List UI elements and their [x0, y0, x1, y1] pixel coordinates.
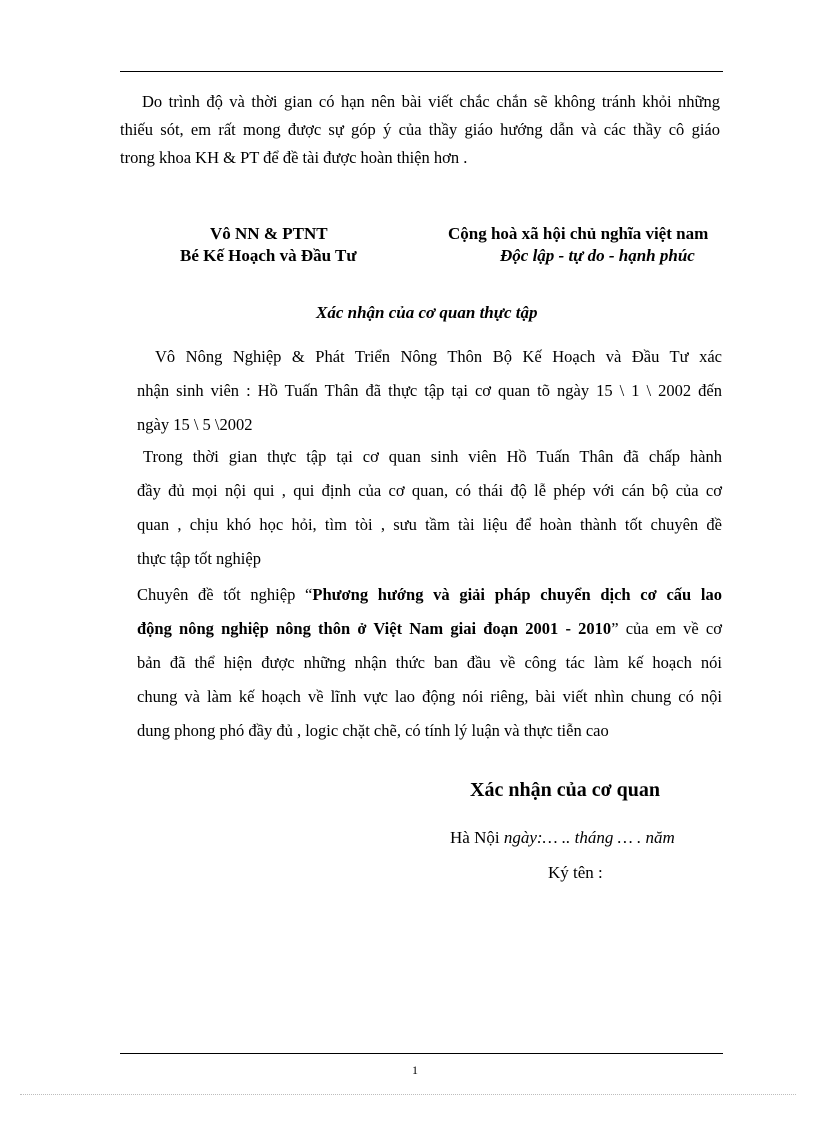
- confirmation-paragraph: [137, 340, 722, 442]
- topic-suffix: ” của em về cơ: [611, 619, 722, 638]
- page-edge-dotted-line: [20, 1094, 796, 1095]
- intro-line: thiếu sót, em rất mong được sự góp ý của thầy giáo hướng dẫn và các thầy cô giáo: [120, 120, 720, 139]
- topic-line: bản đã thể hiện được những nhận thức ban đầu về công tác làm kế hoạch nói: [137, 653, 722, 672]
- conduct-paragraph: [137, 440, 722, 576]
- intro-paragraph: [120, 88, 720, 172]
- national-motto: Độc lập - tự do - hạnh phúc: [500, 246, 695, 265]
- date-line: [450, 828, 675, 848]
- body-line: nhận sinh viên : Hồ Tuấn Thân đã thực tập tại cơ quan tõ ngày 15 \ 1 \ 2002 đến: [137, 381, 722, 400]
- bottom-rule: [120, 1053, 723, 1054]
- agency-confirmation-title: Xác nhận của cơ quan: [470, 779, 661, 801]
- conduct-line: đầy đủ mọi nội qui , qui định của cơ quan, có thái độ lễ phép với cán bộ của cơ: [137, 481, 722, 500]
- date-placeholder: ngày:… .. tháng … . năm: [503, 828, 675, 847]
- conduct-line: quan , chịu khó học hỏi, tìm tòi , sưu tầm tài liệu để hoàn thành tốt chuyên đề: [137, 515, 722, 534]
- topic-paragraph: [137, 578, 722, 748]
- page-number: 1: [412, 1063, 418, 1077]
- body-line: Vô Nông Nghiệp & Phát Triển Nông Thôn Bộ Kế Hoạch và Đầu Tư xác: [155, 347, 722, 366]
- confirmation-title: Xác nhận của cơ quan thực tập: [316, 303, 538, 322]
- intro-line: trong khoa KH & PT để đề tài được hoàn thiện hơn .: [120, 148, 468, 167]
- topic-line: dung phong phó đầy đủ , logic chặt chẽ, có tính lý luận và thực tiễn cao: [137, 721, 609, 740]
- signature-label: Ký tên :: [548, 863, 603, 882]
- intro-line: Do trình độ và thời gian có hạn nên bài viết chắc chắn sẽ không tránh khỏi những: [142, 92, 720, 111]
- topic-line: [137, 578, 722, 612]
- conduct-line: Trong thời gian thực tập tại cơ quan sinh viên Hồ Tuấn Thân đã chấp hành: [143, 447, 722, 466]
- national-title: Cộng hoà xã hội chủ nghĩa việt nam: [448, 224, 709, 243]
- top-rule: [120, 71, 723, 72]
- ministry-subname: Bé Kế Hoạch và Đầu Tư: [180, 246, 357, 265]
- topic-prefix: Chuyên đề tốt nghiệp “: [137, 585, 313, 604]
- topic-line: chung và làm kế hoạch về lĩnh vực lao động nói riêng, bài viết nhìn chung có nội: [137, 687, 722, 706]
- place: Hà Nội: [450, 828, 504, 847]
- conduct-line: thực tập tốt nghiệp: [137, 549, 261, 568]
- ministry-name: Vô NN & PTNT: [210, 224, 328, 243]
- topic-line: [137, 612, 722, 646]
- topic-title-part2: động nông nghiệp nông thôn ở Việt Nam giai đoạn 2001 - 2010: [137, 619, 612, 638]
- body-line: ngày 15 \ 5 \2002: [137, 415, 253, 434]
- topic-title-part1: Phương hướng và giải pháp chuyển dịch cơ cấu lao: [312, 585, 722, 604]
